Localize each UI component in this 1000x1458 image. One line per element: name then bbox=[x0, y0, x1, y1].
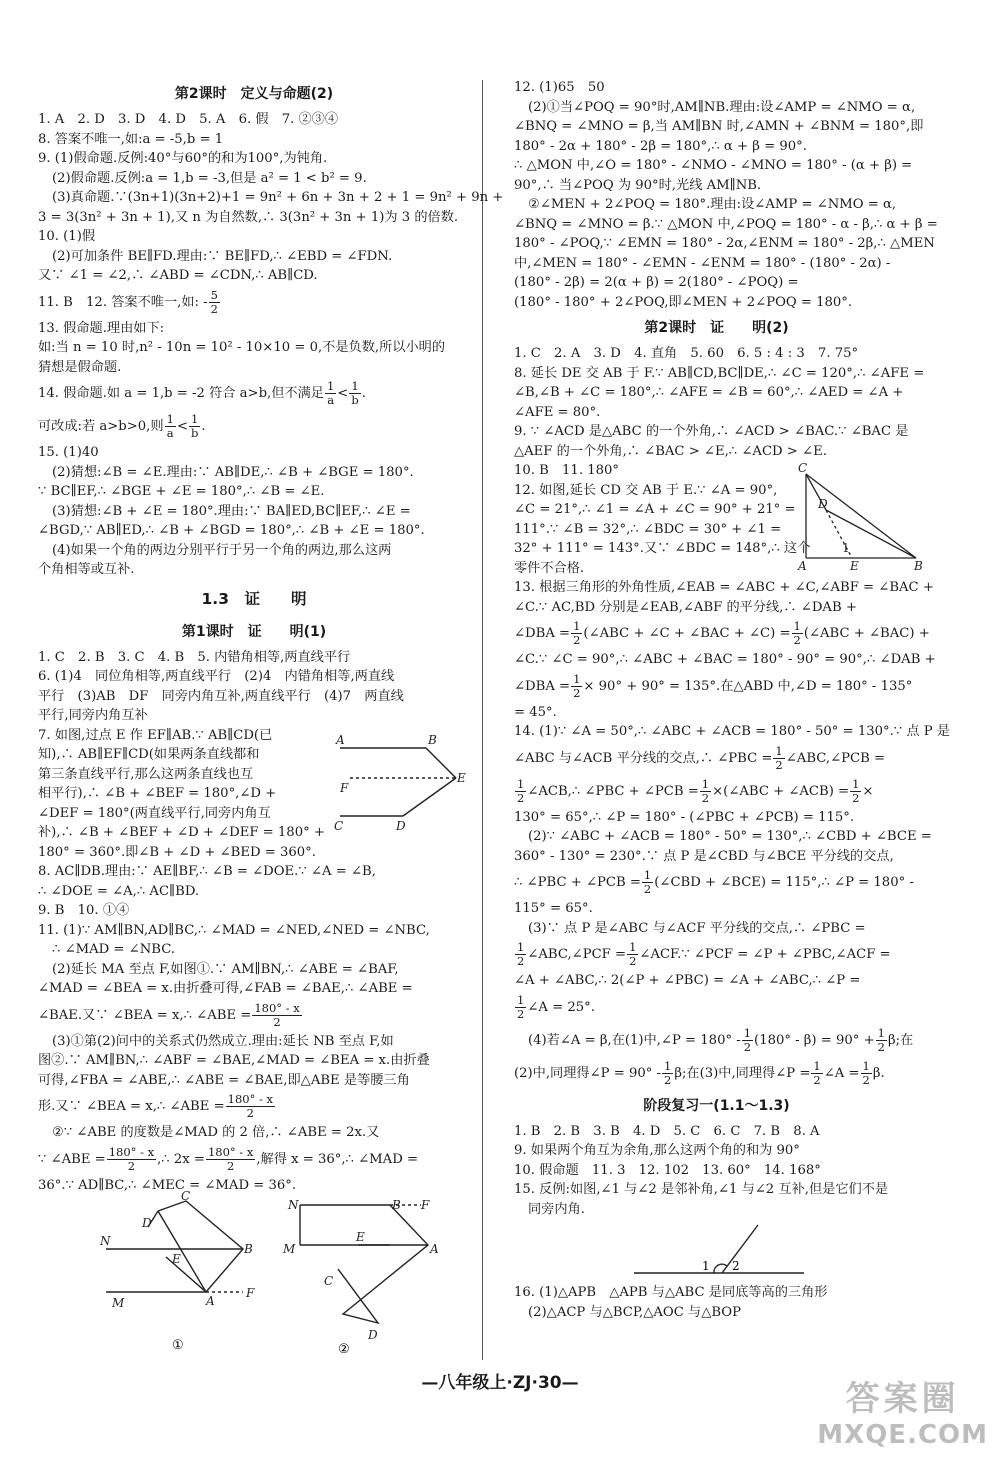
answer-line: (2)①当∠POQ = 90°时,AM∥NB.理由:设∠AMP = ∠NMO = α, bbox=[528, 99, 916, 115]
fraction bbox=[773, 745, 784, 772]
answer-text: ∠ABC,∠PCF = bbox=[527, 947, 627, 962]
answer-line: ②∠MEN + 2∠POQ = 180°.理由:设∠AMP = ∠NMO = α, bbox=[528, 197, 897, 212]
angle-1-label: 1 bbox=[842, 541, 850, 555]
answer-line bbox=[38, 999, 470, 1032]
label-A2: A bbox=[430, 1242, 439, 1256]
answer-line: ∵ BC∥EF,∴ ∠BGE + ∠E = 180°,∴ ∠B = ∠E. bbox=[38, 484, 325, 499]
answer-line: ∠A + ∠ABC,∴ 2(∠P + ∠PBC) = ∠A + ∠ABC,∴ ∠P = bbox=[514, 973, 861, 988]
numerator: 5 bbox=[210, 287, 218, 302]
denominator: 2 bbox=[246, 1106, 254, 1120]
denominator: 2 bbox=[862, 1072, 870, 1087]
answer-line: 补),∴ ∠B + ∠BEF + ∠D + ∠DEF = 180° + bbox=[38, 825, 325, 840]
answer-line: 同旁内角. bbox=[528, 1201, 585, 1217]
answer-line: (2)猜想:∠B = ∠E.理由:∵ AB∥DE,∴ ∠B + ∠BGE = 180°. bbox=[52, 464, 414, 480]
denominator: 2 bbox=[210, 301, 218, 316]
answer-text: ∠ACB,∴ ∠PBC + ∠PCB = bbox=[527, 783, 699, 799]
answer-line: = 45°. bbox=[514, 704, 557, 720]
denominator: 2 bbox=[743, 1039, 752, 1054]
answer-line: ∠C = 21°,∴ ∠1 = ∠A + ∠C = 90° + 21° = bbox=[514, 502, 796, 517]
answer-text: 形.又∵ ∠BEA = x,∴ ∠ABE = bbox=[38, 1099, 225, 1114]
fraction bbox=[325, 380, 336, 407]
answer-line bbox=[514, 775, 919, 808]
answer-line: 10. 假命题 11. 3 12. 102 13. 60° 14. 168° bbox=[514, 1162, 821, 1178]
figure-1-caption: ① bbox=[172, 1338, 184, 1353]
numerator: 1 bbox=[813, 1058, 821, 1073]
fraction bbox=[792, 620, 803, 647]
answer-line bbox=[38, 1143, 470, 1176]
answer-text: ,解得 x = 36°,∴ ∠MAD = bbox=[256, 1151, 419, 1167]
numerator: 1 bbox=[326, 379, 335, 393]
answer-line bbox=[38, 1090, 470, 1123]
label-F: F bbox=[340, 781, 349, 795]
answer-text: ∠ABC 与∠ACB 平分线的交点,∴ ∠PBC = bbox=[514, 750, 773, 766]
label-A: A bbox=[798, 559, 807, 573]
answer-line: (180° - 180° + 2∠POQ,即∠MEN + 2∠POQ = 180°. bbox=[514, 294, 853, 310]
label-C: C bbox=[334, 819, 344, 833]
numerator: 1 bbox=[877, 1025, 885, 1040]
answer-line: 115° = 65°. bbox=[514, 901, 593, 916]
fraction bbox=[571, 620, 582, 647]
answer-line: 10. B 11. 180° bbox=[514, 463, 619, 478]
answer-line: 个角相等或互补. bbox=[38, 562, 135, 577]
answer-text: β. bbox=[872, 1065, 885, 1081]
label-F2: F bbox=[421, 1198, 430, 1212]
fraction bbox=[515, 941, 526, 968]
answer-line: ∠BGD,∵ AB∥ED,∴ ∠B + ∠BGD = 180°,∴ ∠B + ∠E = 180°. bbox=[38, 523, 425, 538]
fraction bbox=[515, 778, 526, 805]
numerator: 180° - x bbox=[227, 1092, 274, 1106]
fraction bbox=[252, 1002, 301, 1029]
answer-line: 180° - ∠POQ,∵ ∠EMN = 180° - 2α,∠ENM = 180° - 2β,∴ △MEN bbox=[514, 236, 935, 251]
answer-line: ∠BNQ = ∠MNO = β,当 AM∥BN 时,∠AMN + ∠BNM = 180°,即 bbox=[514, 119, 924, 134]
left-column bbox=[38, 78, 504, 1359]
period: . bbox=[201, 419, 206, 434]
watermark-url: MXQE.COM bbox=[817, 1420, 988, 1450]
answer-text: 14. 假命题.如 a = 1,b = -2 符合 a>b,但不满足 bbox=[38, 386, 324, 401]
figure-2 bbox=[300, 1205, 428, 1323]
answer-line bbox=[514, 938, 919, 971]
answer-line: ∴ △MON 中,∠O = 180° - ∠NMO - ∠MNO = 180° - (α + β) = bbox=[514, 158, 913, 173]
answer-line: 图②.∵ AM∥BN,∴ ∠ABF = ∠BAE,∠MAD = ∠BEA = x.由折叠 bbox=[38, 1053, 430, 1068]
answer-line: 13. 根据三角形的外角性质,∠EAB = ∠ABC + ∠C,∠ABF = ∠BAC + bbox=[514, 580, 934, 595]
label-E: E bbox=[850, 559, 859, 573]
page-footer: —八年级上·ZJ·30— bbox=[421, 1373, 579, 1393]
denominator: 2 bbox=[877, 1039, 885, 1054]
answer-text: 可改成:若 a>b>0,则 bbox=[38, 419, 164, 434]
numerator: 1 bbox=[517, 940, 525, 954]
answer-text: 11. B 12. 答案不唯一,如: - bbox=[38, 294, 208, 310]
answer-line: ②∵ ∠ABE 的度数是∠MAD 的 2 倍,∴ ∠ABE = 2x.又 bbox=[52, 1125, 380, 1140]
answer-line: 111°.∵ ∠B = 32°,∴ ∠BDC = 30° + ∠1 = bbox=[514, 521, 782, 537]
answer-line bbox=[514, 866, 919, 899]
answer-line: 360° - 130° = 230°.∵ 点 P 是∠CBD 与∠BCE 平分线的交点, bbox=[514, 848, 894, 864]
denominator: 2 bbox=[701, 790, 710, 805]
answer-line: (3)猜想:∠B + ∠E = 180°.理由:∵ BA∥ED,BC∥EF,∴ ∠E = bbox=[52, 503, 411, 519]
answer-text: (180° - β) = 90° + bbox=[754, 1032, 875, 1048]
q15-figure bbox=[514, 1219, 919, 1283]
answer-text: (∠CBD + ∠BCE) = 115°,∴ ∠P = 180° - bbox=[654, 875, 914, 890]
answer-line: △AEF 的一个外角,∴ ∠BAC > ∠E,∴ ∠ACD > ∠E. bbox=[514, 443, 827, 459]
numerator: 180° - x bbox=[254, 1000, 300, 1015]
denominator: a bbox=[166, 426, 174, 440]
figure-labels bbox=[99, 1189, 439, 1342]
numerator: 1 bbox=[573, 619, 581, 633]
section-heading: 阶段复习一(1.1～1.3) bbox=[643, 1097, 790, 1114]
denominator: a bbox=[327, 393, 335, 407]
answer-line: (2)延长 MA 至点 F,如图①.∵ AM∥BN,∴ ∠ABE = ∠BAF, bbox=[52, 961, 399, 977]
answer-line: ∠BNQ = ∠MNO = β.∵ △MON 中,∠POQ = 180° - α - β,∴ α + β = bbox=[514, 216, 938, 232]
fraction bbox=[107, 1146, 156, 1173]
label-F: F bbox=[246, 1286, 255, 1300]
answer-line: 可得,∠FBA = ∠ABE,∴ ∠ABE = ∠BAE,即△ABE 是等腰三角 bbox=[38, 1072, 410, 1088]
answer-line bbox=[514, 617, 930, 650]
answer-line: 相平行),∴ ∠B + ∠BEF = 180°,∠D + bbox=[38, 786, 277, 801]
answer-text: ∵ ∠ABE = bbox=[38, 1151, 106, 1167]
answer-line: 9. ∵ ∠ACD 是△ABC 的一个外角,∴ ∠ACD > ∠BAC.∵ ∠BAC 是 bbox=[514, 424, 909, 439]
fraction bbox=[627, 941, 638, 968]
denominator: 2 bbox=[573, 633, 581, 647]
numerator: 1 bbox=[862, 1058, 870, 1073]
answer-line bbox=[514, 670, 919, 703]
label-N: N bbox=[100, 1234, 111, 1248]
numerator: 180° - x bbox=[108, 1144, 155, 1159]
answer-line: ∠AFE = 80°. bbox=[514, 404, 601, 420]
answer-text: ×(∠ABC + ∠ACB) = bbox=[712, 783, 850, 799]
section-heading: 1.3 证 明 bbox=[201, 589, 307, 608]
denominator: 2 bbox=[517, 954, 525, 968]
answer-line: ∠C.∵ ∠C = 90°,∴ ∠ABC + ∠BAC = 180° - 90° = 90°,∴ ∠DAB + bbox=[514, 652, 936, 667]
label-D: D bbox=[818, 497, 828, 511]
fraction bbox=[742, 1027, 753, 1054]
answer-line: 12. (1)65 50 bbox=[514, 80, 605, 95]
answer-text: (2)中,同理得∠P = 90° - bbox=[514, 1065, 662, 1081]
denominator: 2 bbox=[775, 757, 783, 772]
answer-text: β;在(3)中,同理得∠P = bbox=[674, 1065, 811, 1081]
watermark-logo: 答案圈 bbox=[845, 1379, 960, 1419]
fraction bbox=[700, 778, 711, 805]
numerator: 1 bbox=[573, 671, 581, 686]
numerator: 1 bbox=[629, 940, 637, 954]
answer-line: 平行,同旁内角互补 bbox=[38, 708, 148, 723]
fraction bbox=[571, 673, 582, 700]
denominator: 2 bbox=[664, 1072, 672, 1087]
answer-line: 8. 延长 DE 交 AB 于 F.∵ AB∥CD,BC∥DE,∴ ∠C = 120°,∴ ∠AFE = bbox=[514, 365, 925, 381]
answer-line: 1. C 2. B 3. C 4. B 5. 内错角相等,两直线平行 bbox=[38, 649, 351, 665]
angle-1-label: 1 bbox=[702, 1259, 710, 1273]
numerator: 1 bbox=[793, 619, 801, 633]
fraction bbox=[515, 994, 526, 1021]
fraction bbox=[861, 1060, 872, 1087]
denominator: 2 bbox=[517, 1006, 525, 1021]
numerator: 1 bbox=[852, 776, 860, 791]
label-E: E bbox=[457, 771, 466, 785]
fraction bbox=[642, 869, 653, 896]
answer-line: (4)如果一个角的两边分别平行于另一个角的两边,那么这两 bbox=[52, 542, 392, 558]
answer-line: 12. 如图,延长 CD 交 AB 于 E.∵ ∠A = 90°, bbox=[514, 482, 778, 498]
answer-line: 中,∠MEN = 180° - ∠EMN - ∠ENM = 180° - (180° - 2α) - bbox=[514, 255, 891, 271]
answer-line: (2)可加条件 BE∥FD.理由:∵ BE∥FD,∴ ∠EBD = ∠FDN. bbox=[52, 248, 393, 264]
label-C: C bbox=[181, 1189, 191, 1203]
answer-text: (∠ABC + ∠BAC) + bbox=[803, 626, 930, 641]
q7-figure bbox=[328, 734, 468, 834]
answer-line: 15. (1)40 bbox=[38, 445, 99, 460]
answer-text: × 90° + 90° = 135°.在△ABD 中,∠D = 180° - 135° bbox=[583, 678, 913, 694]
label-M2: M bbox=[283, 1242, 296, 1256]
column-divider bbox=[482, 80, 483, 1360]
section-heading: 第1课时 证 明(1) bbox=[181, 623, 327, 640]
label-C2: C bbox=[324, 1274, 334, 1288]
operator: < bbox=[176, 419, 188, 434]
fraction bbox=[206, 1146, 255, 1173]
answer-line bbox=[514, 991, 919, 1024]
figure-2-caption: ② bbox=[338, 1342, 350, 1357]
answer-line: 90°,∴ 当∠POQ 为 90°时,光线 AM∥NB. bbox=[514, 177, 762, 193]
answer-line: ∴ ∠MAD = ∠NBC. bbox=[52, 942, 176, 957]
answer-line: 8. AC∥DB.理由:∵ AE∥BF,∴ ∠B = ∠DOE.∵ ∠A = ∠B, bbox=[38, 864, 376, 879]
denominator: 2 bbox=[793, 633, 801, 647]
answer-line: 11. (1)∵ AM∥BN,AD∥BC,∴ ∠MAD = ∠NED,∠NED = ∠NBC, bbox=[38, 922, 430, 938]
answer-line: (2)∵ ∠ABC + ∠ACB = 180° - 50° = 130°,∴ ∠CBD + ∠BCE = bbox=[528, 829, 932, 844]
answer-line: 1. B 2. B 3. B 4. D 5. C 6. C 7. B 8. A bbox=[514, 1123, 820, 1139]
numerator: 1 bbox=[701, 776, 710, 791]
answer-line bbox=[38, 410, 470, 443]
label-B: B bbox=[914, 559, 923, 573]
answer-line: 第三条直线平行,那么这两条直线也互 bbox=[38, 766, 254, 782]
answer-text: (4)若∠A = β,在(1)中,∠P = 180° - bbox=[528, 1032, 741, 1048]
answer-line: 14. (1)∵ ∠A = 50°,∴ ∠ABC + ∠ACB = 180° - 50° = 130°.∵ 点 P 是 bbox=[514, 724, 950, 739]
numerator: 1 bbox=[743, 1025, 752, 1040]
answer-line bbox=[514, 1024, 919, 1057]
answer-line: (2)假命题.反例:a = 1,b = -3,但是 a² = 1 < b² = 9. bbox=[52, 170, 367, 186]
fraction bbox=[209, 289, 220, 316]
denominator: b bbox=[190, 426, 199, 440]
answer-line: 36°.∵ AD∥BC,∴ ∠MEC = ∠MAD = 36°. bbox=[38, 1177, 297, 1193]
label-D: D bbox=[396, 819, 406, 833]
answer-line: 如:当 n = 10 时,n² - 10n = 10² - 10×10 = 0,不是负数,所以小明的 bbox=[38, 340, 446, 355]
answer-line bbox=[514, 742, 919, 775]
fraction bbox=[811, 1060, 822, 1087]
denominator: 2 bbox=[127, 1158, 136, 1173]
denominator: 2 bbox=[813, 1072, 821, 1087]
answer-line: 1. C 2. A 3. D 4. 直角 5. 60 6. 5 : 4 : 3 7. 75° bbox=[514, 346, 859, 361]
answer-line: (2)△ACP 与△BCP,△AOC 与△BOP bbox=[528, 1304, 741, 1320]
label-D2: D bbox=[368, 1328, 378, 1342]
fraction bbox=[876, 1027, 887, 1054]
denominator: 2 bbox=[517, 790, 525, 805]
label-B: B bbox=[428, 733, 437, 747]
label-E2: E bbox=[356, 1230, 365, 1244]
fraction bbox=[850, 778, 861, 805]
fraction bbox=[662, 1060, 673, 1087]
numerator: 1 bbox=[166, 412, 174, 426]
answer-line: 10. (1)假 bbox=[38, 229, 96, 244]
numerator: 1 bbox=[664, 1058, 672, 1073]
answer-line: 零件不合格. bbox=[514, 560, 585, 576]
answer-line: 知),∴ AB∥EF∥CD(如果两条直线都和 bbox=[38, 747, 260, 762]
denominator: b bbox=[351, 393, 359, 407]
answer-line: 130° = 65°,∴ ∠P = 180° - (∠PBC + ∠PCB) = 115°. bbox=[514, 809, 855, 825]
numerator: 1 bbox=[349, 380, 360, 394]
right-column bbox=[514, 78, 950, 1322]
angle-2-label: 2 bbox=[732, 1259, 740, 1273]
answer-text: ∠A = 25°. bbox=[527, 999, 595, 1015]
answer-text: ∠ACF.∵ ∠PCF = ∠P + ∠PBC,∠ACF = bbox=[639, 947, 891, 962]
denominator: 2 bbox=[226, 1158, 235, 1173]
numerator: 1 bbox=[775, 743, 783, 758]
answer-line: (3)①第(2)问中的关系式仍然成立.理由:延长 NB 至点 F,如 bbox=[52, 1033, 394, 1049]
answer-line: 13. 假命题.理由如下: bbox=[38, 320, 165, 336]
answer-text: ,∴ 2x = bbox=[157, 1151, 205, 1167]
operator: < bbox=[337, 386, 349, 401]
answer-text: ∴ ∠PBC + ∠PCB = bbox=[514, 875, 641, 890]
fraction bbox=[349, 380, 360, 407]
answer-text: ∠A = bbox=[823, 1065, 860, 1081]
answer-text: ∠DBA = bbox=[514, 678, 571, 694]
period: . bbox=[361, 386, 366, 401]
numerator: 1 bbox=[643, 868, 652, 882]
answer-line: 7. 如图,过点 E 作 EF∥AB.∵ AB∥CD(已 bbox=[38, 727, 273, 743]
q12-figure bbox=[794, 462, 924, 572]
answer-line: 9. 如果两个角互为余角,那么这两个角的和为 90° bbox=[514, 1143, 800, 1158]
watermark bbox=[817, 1371, 988, 1450]
answer-line: 平行 (3)AB DF 同旁内角互补,两直线平行 (4)7 两直线 bbox=[38, 688, 404, 704]
answer-line: ∠B,∠B + ∠C = 180°,∴ ∠AFE = ∠B = 60°,∴ ∠AED = ∠A + bbox=[514, 385, 904, 400]
answer-line: 16. (1)△APB △APB 与△ABC 是同底等高的三角形 bbox=[514, 1285, 828, 1300]
answer-line: (3)∵ 点 P 是∠ABC 与∠ACF 平分线的交点,∴ ∠PBC = bbox=[528, 920, 866, 936]
numerator: 180° - x bbox=[207, 1144, 254, 1159]
answer-text: β;在 bbox=[887, 1032, 914, 1048]
answer-line: ∠DEF = 180°(两直线平行,同旁内角互 bbox=[38, 805, 271, 821]
figure-1 bbox=[106, 1201, 243, 1292]
answer-line: (180° - 2β) = 2(α + β) = 2(180° - ∠POQ) = bbox=[514, 275, 799, 290]
answer-line: (3)真命题.∵(3n+1)(3n+2)+1 = 9n² + 6n + 3n + 2 + 1 = 9n² + 9n + bbox=[52, 190, 504, 205]
label-N2: N bbox=[288, 1198, 299, 1212]
numerator: 1 bbox=[517, 992, 525, 1007]
answer-line: 3 = 3(3n² + 3n + 1),又 n 为自然数,∴ 3(3n² + 3n + 1)为 3 的倍数. bbox=[38, 209, 459, 225]
denominator: 2 bbox=[573, 685, 581, 700]
answer-line: 15. 反例:如图,∠1 与∠2 是邻补角,∠1 与∠2 互补,但是它们不是 bbox=[514, 1182, 889, 1197]
answer-line: 180° - 2α + 180° - 2β = 180°,∴ α + β = 90°. bbox=[514, 138, 807, 154]
answer-line: 猜想是假命题. bbox=[38, 359, 122, 375]
answer-line: 1. A 2. D 3. D 4. D 5. A 6. 假 7. ②③④ bbox=[38, 112, 339, 127]
label-M: M bbox=[112, 1296, 125, 1310]
numerator: 1 bbox=[517, 776, 525, 791]
fold-figures bbox=[38, 1189, 470, 1359]
answer-line bbox=[38, 286, 470, 319]
label-A: A bbox=[206, 1294, 215, 1308]
denominator: 2 bbox=[643, 882, 652, 896]
numerator: 1 bbox=[189, 413, 200, 427]
answer-line: ∠MAD = ∠BEA = x.由折叠可得,∠FAB = ∠BAE,∴ ∠ABE = bbox=[38, 981, 413, 996]
label-C: C bbox=[798, 461, 808, 475]
answer-line: 180° = 360°.即∠B + ∠D + ∠BED = 360°. bbox=[38, 844, 316, 860]
section-heading: 第2课时 定义与命题(2) bbox=[174, 86, 334, 102]
label-E: E bbox=[172, 1252, 181, 1266]
answer-line bbox=[38, 377, 470, 410]
answer-line bbox=[514, 1057, 919, 1090]
answer-line: 又∵ ∠1 = ∠2,∴ ∠ABD = ∠CDN,∴ AB∥CD. bbox=[38, 268, 318, 283]
denominator: 2 bbox=[852, 790, 860, 805]
answer-line: 9. (1)假命题.反例:40°与60°的和为100°,为钝角. bbox=[38, 151, 328, 166]
denominator: 2 bbox=[629, 954, 637, 968]
label-B2: B bbox=[392, 1198, 401, 1212]
answer-text: ∠DBA = bbox=[514, 626, 571, 641]
answer-line: ∠C.∵ AC,BD 分别是∠EAB,∠ABF 的平分线,∴ ∠DAB + bbox=[514, 599, 857, 615]
label-B: B bbox=[244, 1242, 253, 1256]
answer-line: ∴ ∠DOE = ∠A,∴ AC∥BD. bbox=[38, 883, 200, 899]
label-A: A bbox=[336, 733, 345, 747]
fraction bbox=[226, 1093, 275, 1120]
fraction bbox=[165, 413, 176, 440]
answer-line: 32° + 111° = 143°.又∵ ∠BDC = 148°,∴ 这个 bbox=[514, 541, 811, 556]
answer-text: ∠BAE.又∵ ∠BEA = x,∴ ∠ABE = bbox=[38, 1007, 252, 1023]
section-heading: 第2课时 证 明(2) bbox=[644, 320, 789, 336]
fraction bbox=[189, 413, 200, 440]
answer-line: 6. (1)4 同位角相等,两直线平行 (2)4 内错角相等,两直线 bbox=[38, 669, 395, 684]
answer-line: 9. B 10. ①④ bbox=[38, 903, 130, 918]
label-D: D bbox=[142, 1216, 152, 1230]
answer-line: 8. 答案不唯一,如:a = -5,b = 1 bbox=[38, 131, 224, 147]
answer-text: (∠ABC + ∠C + ∠BAC + ∠C) = bbox=[583, 626, 791, 641]
denominator: 2 bbox=[273, 1014, 281, 1029]
answer-text: × bbox=[862, 783, 874, 799]
answer-text: ∠ABC,∠PCB = bbox=[785, 750, 886, 766]
